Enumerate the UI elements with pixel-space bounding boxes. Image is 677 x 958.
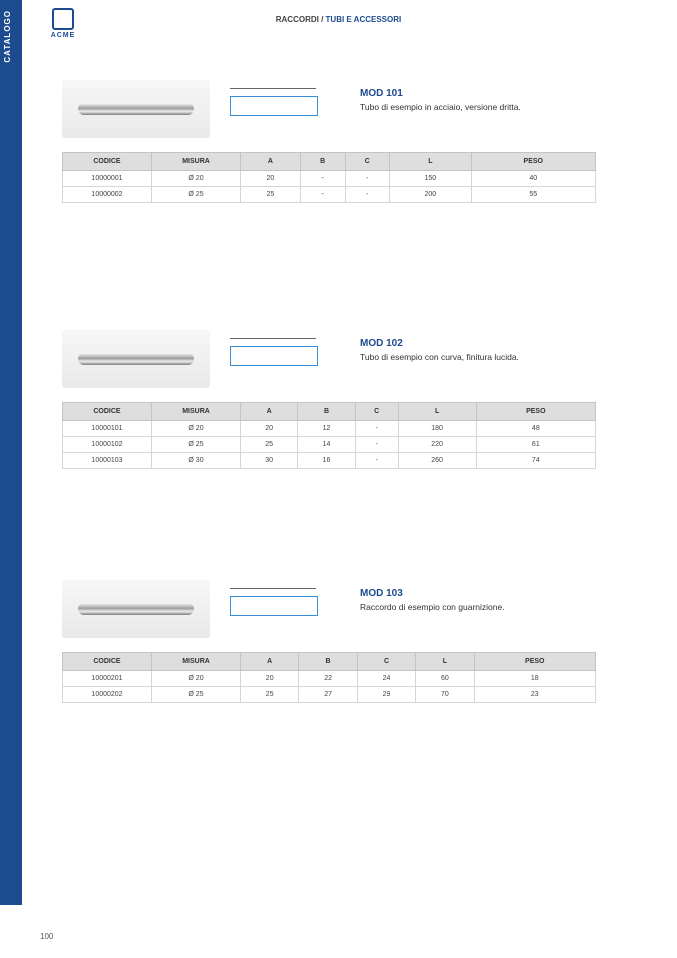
column-header: C <box>357 653 415 671</box>
table-cell: - <box>345 171 390 187</box>
table-cell: Ø 25 <box>152 687 241 703</box>
header-accent: TUBI E ACCESSORI <box>325 15 402 24</box>
table-cell: 10000103 <box>63 453 152 469</box>
column-header: MISURA <box>152 403 241 421</box>
column-header: B <box>298 403 355 421</box>
pipe-image <box>78 353 194 365</box>
table-cell: - <box>345 187 390 203</box>
table-cell: - <box>300 171 345 187</box>
table-cell: 25 <box>241 687 299 703</box>
table-cell: Ø 30 <box>152 453 241 469</box>
spec-table <box>62 152 596 203</box>
table-row <box>63 421 596 437</box>
table-cell: 74 <box>476 453 595 469</box>
table-cell: 25 <box>241 437 298 453</box>
product-description: Tubo di esempio in acciaio, versione dritta. <box>360 102 521 112</box>
table-cell: - <box>355 437 398 453</box>
table-header-row <box>63 153 596 171</box>
table-row <box>63 687 596 703</box>
technical-drawing <box>230 88 322 124</box>
table-header-row <box>63 653 596 671</box>
table-cell: 14 <box>298 437 355 453</box>
product-title: MOD 101 <box>360 88 403 99</box>
table-cell: 22 <box>299 671 357 687</box>
column-header: MISURA <box>152 653 241 671</box>
logo-word: ACME <box>50 32 76 39</box>
product-description: Raccordo di esempio con guarnizione. <box>360 602 505 612</box>
column-header: PESO <box>471 153 595 171</box>
product-photo <box>62 580 210 638</box>
table-cell: 70 <box>416 687 474 703</box>
table-cell: 20 <box>241 171 301 187</box>
table-cell: 24 <box>357 671 415 687</box>
page-header: RACCORDI / TUBI E ACCESSORI <box>275 15 402 24</box>
column-header: A <box>241 153 301 171</box>
table-cell: 18 <box>474 671 595 687</box>
table-cell: 12 <box>298 421 355 437</box>
product-photo <box>62 330 210 388</box>
pipe-image <box>78 103 194 115</box>
technical-drawing <box>230 338 322 374</box>
table-cell: 30 <box>241 453 298 469</box>
product-title: MOD 103 <box>360 588 403 599</box>
table-cell: 16 <box>298 453 355 469</box>
table-cell: 10000102 <box>63 437 152 453</box>
table-row <box>63 453 596 469</box>
table-cell: 10000201 <box>63 671 152 687</box>
table-cell: Ø 25 <box>152 437 241 453</box>
table-cell: 61 <box>476 437 595 453</box>
rail-label: CATALOGO <box>3 10 12 63</box>
dimension-line <box>230 588 316 589</box>
column-header: CODICE <box>63 153 152 171</box>
table-cell: 40 <box>471 171 595 187</box>
table-cell: 10000101 <box>63 421 152 437</box>
table-cell: 20 <box>241 421 298 437</box>
table-cell: Ø 20 <box>152 171 241 187</box>
column-header: C <box>345 153 390 171</box>
column-header: CODICE <box>63 653 152 671</box>
table-cell: Ø 20 <box>152 421 241 437</box>
product-photo <box>62 80 210 138</box>
table-cell: 29 <box>357 687 415 703</box>
column-header: MISURA <box>152 153 241 171</box>
table-cell: 25 <box>241 187 301 203</box>
drawing-outline <box>230 596 318 616</box>
table-cell: 220 <box>398 437 476 453</box>
spec-table <box>62 652 596 703</box>
column-header: B <box>300 153 345 171</box>
table-cell: 27 <box>299 687 357 703</box>
technical-drawing <box>230 588 322 624</box>
table-cell: 150 <box>390 171 471 187</box>
drawing-outline <box>230 346 318 366</box>
table-cell: 23 <box>474 687 595 703</box>
column-header: L <box>390 153 471 171</box>
table-cell: 10000002 <box>63 187 152 203</box>
table-row <box>63 437 596 453</box>
table-row <box>63 187 596 203</box>
table-cell: 260 <box>398 453 476 469</box>
dimension-line <box>230 338 316 339</box>
product-description: Tubo di esempio con curva, finitura lucida. <box>360 352 519 362</box>
table-cell: 55 <box>471 187 595 203</box>
dimension-line <box>230 88 316 89</box>
table-cell: Ø 20 <box>152 671 241 687</box>
column-header: A <box>241 403 298 421</box>
column-header: B <box>299 653 357 671</box>
side-rail <box>0 0 22 905</box>
table-cell: 180 <box>398 421 476 437</box>
column-header: CODICE <box>63 403 152 421</box>
table-cell: Ø 25 <box>152 187 241 203</box>
table-cell: - <box>355 453 398 469</box>
drawing-outline <box>230 96 318 116</box>
table-row <box>63 171 596 187</box>
column-header: L <box>398 403 476 421</box>
table-cell: 48 <box>476 421 595 437</box>
column-header: C <box>355 403 398 421</box>
table-header-row <box>63 403 596 421</box>
column-header: L <box>416 653 474 671</box>
table-row <box>63 671 596 687</box>
column-header: A <box>241 653 299 671</box>
table-cell: - <box>355 421 398 437</box>
spec-table <box>62 402 596 469</box>
header-main: RACCORDI <box>275 15 319 24</box>
table-cell: 10000001 <box>63 171 152 187</box>
table-cell: - <box>300 187 345 203</box>
table-cell: 10000202 <box>63 687 152 703</box>
table-cell: 60 <box>416 671 474 687</box>
table-cell: 20 <box>241 671 299 687</box>
table-cell: 200 <box>390 187 471 203</box>
column-header: PESO <box>476 403 595 421</box>
pipe-image <box>78 603 194 615</box>
column-header: PESO <box>474 653 595 671</box>
page-number: 100 <box>40 932 54 941</box>
product-title: MOD 102 <box>360 338 403 349</box>
